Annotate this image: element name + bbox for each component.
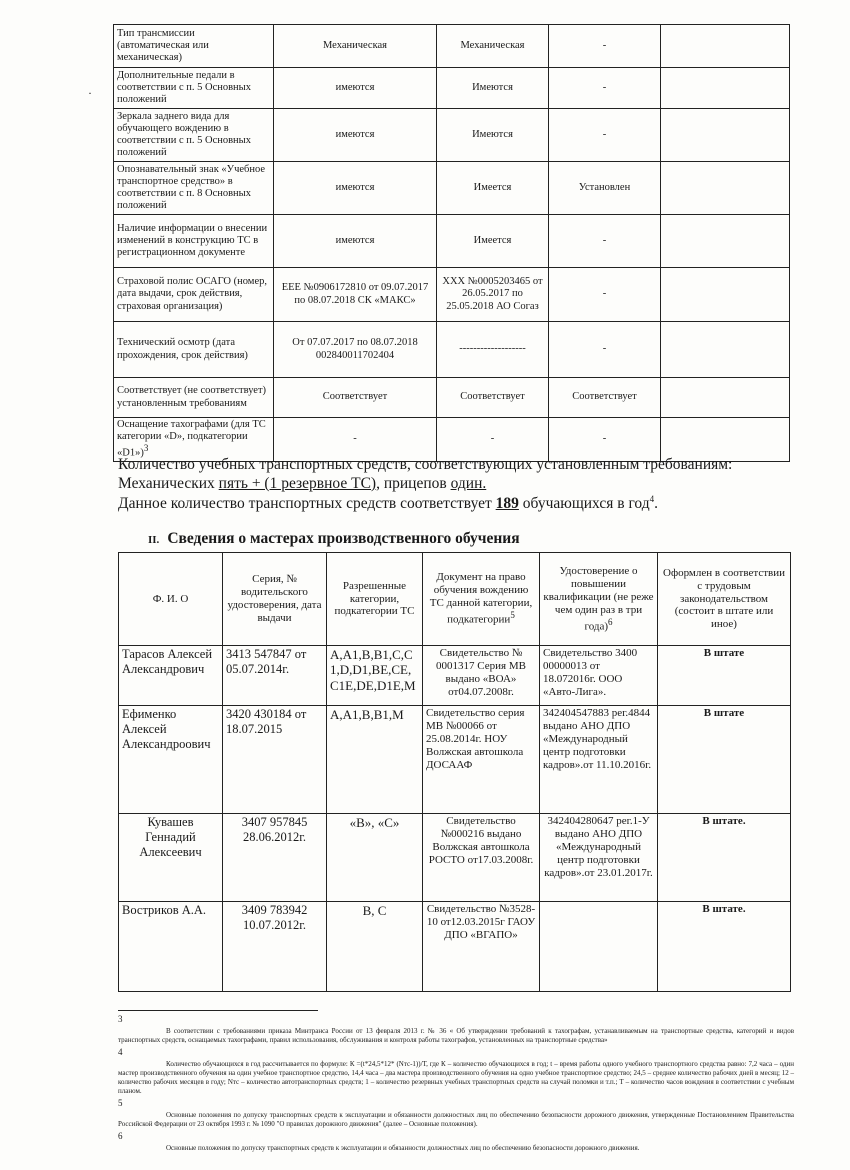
- footnote: [118, 1131, 794, 1153]
- value-cell: От 07.07.2017 по 08.07.2018 002840011702404: [274, 322, 437, 378]
- employment-cell: В штате.: [658, 902, 791, 992]
- table-row: [114, 322, 790, 378]
- row-label: Дополнительные педали в соответствии с п. 5 Основных положений: [114, 68, 274, 109]
- students-count: 189: [495, 494, 519, 512]
- table-row: [114, 378, 790, 418]
- header-qualification-text: Удостоверение о повышении квалификации (не реже чем один раз в три года): [543, 564, 654, 633]
- value-cell: Механическая: [437, 25, 549, 68]
- row-label: Тип трансмиссии (автоматическая или механическая): [114, 25, 274, 68]
- value-cell: имеются: [274, 68, 437, 109]
- value-cell: -: [549, 68, 661, 109]
- categories-cell: А,А1,В,В1,М: [327, 706, 423, 814]
- footnote-ref: 4: [649, 493, 655, 504]
- footnote-ref: 3: [143, 443, 149, 454]
- footnote: [118, 1047, 794, 1096]
- capacity-suffix: обучающихся в год: [518, 494, 650, 512]
- table-row: [114, 68, 790, 109]
- empty-cell: [661, 418, 790, 462]
- value-cell: Соответствует: [437, 378, 549, 418]
- empty-cell: [661, 215, 790, 268]
- table-row: [114, 418, 790, 462]
- footnote-ref: 5: [510, 610, 515, 621]
- table-row: [114, 162, 790, 215]
- trailers-label: , прицепов: [376, 474, 451, 492]
- employment-cell: В штате: [658, 646, 791, 706]
- row-label: Соответствует (не соответствует) установленным требованиям: [114, 378, 274, 418]
- footnote: [118, 1098, 794, 1129]
- categories-cell: «В», «С»: [327, 814, 423, 902]
- section-title: [148, 530, 520, 548]
- footnote-number: 3: [118, 1014, 123, 1024]
- empty-cell: [661, 25, 790, 68]
- qualification-cell: Свидетельство 3400 00000013 от 18.072016г. ООО «Авто-Лига».: [540, 646, 658, 706]
- license-cell: 3409 783942 10.07.2012г.: [223, 902, 327, 992]
- vehicle-requirements-table: [113, 24, 790, 462]
- empty-cell: [661, 268, 790, 322]
- header-document: [423, 553, 540, 646]
- value-cell: Механическая: [274, 25, 437, 68]
- value-cell: -: [549, 418, 661, 462]
- table-row: [114, 268, 790, 322]
- value-cell: -: [549, 25, 661, 68]
- summary-line-2: [118, 475, 808, 494]
- value-cell: Имеются: [437, 109, 549, 162]
- value-cell: -: [549, 322, 661, 378]
- empty-cell: [661, 378, 790, 418]
- document-cell: Свидетельство №000216 выдано Волжская автошкола РОСТО от17.03.2008г.: [423, 814, 540, 902]
- header-employment: Оформлен в соответствии с трудовым законодательством (состоит в штате или иное): [658, 553, 791, 646]
- employment-cell: В штате: [658, 706, 791, 814]
- empty-cell: [661, 162, 790, 215]
- empty-cell: [661, 109, 790, 162]
- table-row: [119, 646, 791, 706]
- table-row: [114, 215, 790, 268]
- qualification-cell: 342404547883 рег.4844 выдано АНО ДПО «Международный центр подготовки кадров».от 11.10.2016г.: [540, 706, 658, 814]
- header-categories: Разрешенные категории, подкатегории ТС: [327, 553, 423, 646]
- table-row: [119, 814, 791, 902]
- footnote-ref: 6: [608, 616, 613, 627]
- value-cell: -: [549, 268, 661, 322]
- capacity-label: Данное количество транспортных средств соответствует: [118, 494, 496, 512]
- instructor-name: Кувашев Геннадий Алексеевич: [119, 814, 223, 902]
- value-cell: Имеется: [437, 162, 549, 215]
- header-license: Серия, № водительского удостоверения, дата выдачи: [223, 553, 327, 646]
- row-label: Страховой полис ОСАГО (номер, дата выдачи, срок действия, страховая организация): [114, 268, 274, 322]
- license-cell: 3420 430184 от 18.07.2015: [223, 706, 327, 814]
- value-cell: ЕЕЕ №0906172810 от 09.07.2017 по 08.07.2018 СК «МАКС»: [274, 268, 437, 322]
- instructor-name: Ефименко Алексей Александроович: [119, 706, 223, 814]
- license-cell: 3413 547847 от 05.07.2014г.: [223, 646, 327, 706]
- footnote: [118, 1014, 794, 1045]
- section-title-text: Сведения о мастерах производственного обучения: [167, 530, 520, 547]
- capacity-end: .: [654, 494, 658, 512]
- value-cell: -: [549, 109, 661, 162]
- row-label: [114, 418, 274, 462]
- footnote-number: 6: [118, 1130, 123, 1141]
- row-label: Зеркала заднего вида для обучающего вождению в соответствии с п. 5 Основных положений: [114, 109, 274, 162]
- instructors-table: [118, 552, 791, 992]
- categories-cell: В, С: [327, 902, 423, 992]
- margin-mark: ·: [88, 86, 92, 100]
- instructor-name: Востриков А.А.: [119, 902, 223, 992]
- value-cell: Соответствует: [549, 378, 661, 418]
- footnote-number: 5: [118, 1097, 123, 1108]
- table-header-row: [119, 553, 791, 646]
- value-cell: Имеются: [437, 68, 549, 109]
- empty-cell: [661, 68, 790, 109]
- summary-line-3: [118, 494, 808, 514]
- empty-cell: [661, 322, 790, 378]
- value-cell: -: [274, 418, 437, 462]
- qualification-cell: 342404280647 рег.1-У выдано АНО ДПО «Международный центр подготовки кадров».от 23.01.2017г.: [540, 814, 658, 902]
- value-cell: -------------------: [437, 322, 549, 378]
- footnote-text: Основные положения по допуску транспортных средств к эксплуатации и обязанности должностных лиц по обеспечению безопасности дорожного движения.: [166, 1143, 640, 1152]
- value-cell: -: [437, 418, 549, 462]
- table-row: [114, 109, 790, 162]
- employment-cell: В штате.: [658, 814, 791, 902]
- footnote-text: Количество обучающихся в год рассчитывается по формуле: К =(t*24,5*12* (Nтс-1))/Т, где К – количество обучающихся в год; t – время работы одного учебного транспортного средства равно: 7,2 часа – один мастер производственного обучения на один учебное транспортное средство, 14,4 часа – два мастера производственного обучения на одно учебное транспортное средство; 24,5 – среднее количество рабочих дней в месяц; 12 – количество рабочих месяцев в году; Nтс – количество автотранспортных средств; 1 – количество резервных учебных транспортных средств на случай поломки и т.п.; Т – количество часов вождения в соответствии с учебным планом.: [118, 1059, 794, 1095]
- document-cell: Свидетельство № 0001317 Серия МВ выдано «ВОА» от04.07.2008г.: [423, 646, 540, 706]
- value-cell: имеются: [274, 215, 437, 268]
- table-row: [119, 902, 791, 992]
- row-label: Опознавательный знак «Учебное транспортное средство» в соответствии с п. 8 Основных положений: [114, 162, 274, 215]
- vehicle-summary: [118, 456, 808, 514]
- value-cell: -: [549, 215, 661, 268]
- header-qualification: [540, 553, 658, 646]
- instructor-name: Тарасов Алексей Александрович: [119, 646, 223, 706]
- header-name: Ф. И. О: [119, 553, 223, 646]
- footnote-text: В соответствии с требованиями приказа Минтранса России от 13 февраля 2013 г. № 36 « Об утверждении требований к тахографам, устанавливаемым на транспортные средства, категорий и видов транспортных средств, оснащаемых тахографами, правил использования, обслуживания и контроля работы тахографов, установленных на транспортные средства»: [118, 1026, 794, 1044]
- value-cell: Имеется: [437, 215, 549, 268]
- footnote-number: 4: [118, 1046, 123, 1057]
- summary-line-1: Количество учебных транспортных средств, соответствующих установленным требованиям:: [118, 456, 733, 473]
- qualification-cell: [540, 902, 658, 992]
- value-cell: ХХХ №0005203465 от 26.05.2017 по 25.05.2018 АО Согаз: [437, 268, 549, 322]
- trailers-count: один.: [450, 474, 487, 492]
- mech-count: пять + (1 резервное ТС): [218, 474, 377, 492]
- document-cell: Свидетельство серия МВ №00066 от 25.08.2014г. НОУ Волжская автошкола ДОСААФ: [423, 706, 540, 814]
- value-cell: имеются: [274, 109, 437, 162]
- footnotes: [118, 1014, 794, 1155]
- footnote-text: Основные положения по допуску транспортных средств к эксплуатации и обязанности должностных лиц по обеспечению безопасности дорожного движения, утвержденные Постановлением Правительства Российской Федерации от 23 октября 1993 г. № 1090 "О правилах дорожного движения" (далее – Основные положения).: [118, 1110, 794, 1128]
- license-cell: 3407 957845 28.06.2012г.: [223, 814, 327, 902]
- table-row: [119, 706, 791, 814]
- section-number: II.: [148, 534, 160, 546]
- table-row: [114, 25, 790, 68]
- footnote-divider: [118, 1010, 318, 1011]
- row-label: Технический осмотр (дата прохождения, срок действия): [114, 322, 274, 378]
- row-label: Наличие информации о внесении изменений в конструкцию ТС в регистрационном документе: [114, 215, 274, 268]
- document-cell: Свидетельство №3528-10 от12.03.2015г ГАОУ ДПО «ВГАПО»: [423, 902, 540, 992]
- value-cell: Установлен: [549, 162, 661, 215]
- value-cell: Соответствует: [274, 378, 437, 418]
- row-label-text: Оснащение тахографами (для ТС категории «D», подкатегории «D1»): [117, 419, 266, 459]
- value-cell: имеются: [274, 162, 437, 215]
- mech-label: Механических: [118, 474, 219, 492]
- header-document-text: Документ на право обучения вождению ТС данной категории, подкатегории: [429, 571, 533, 626]
- categories-cell: А,А1,В,В1,С,С1,D,D1,ВЕ,СЕ,С1Е,DЕ,D1Е,М: [327, 646, 423, 706]
